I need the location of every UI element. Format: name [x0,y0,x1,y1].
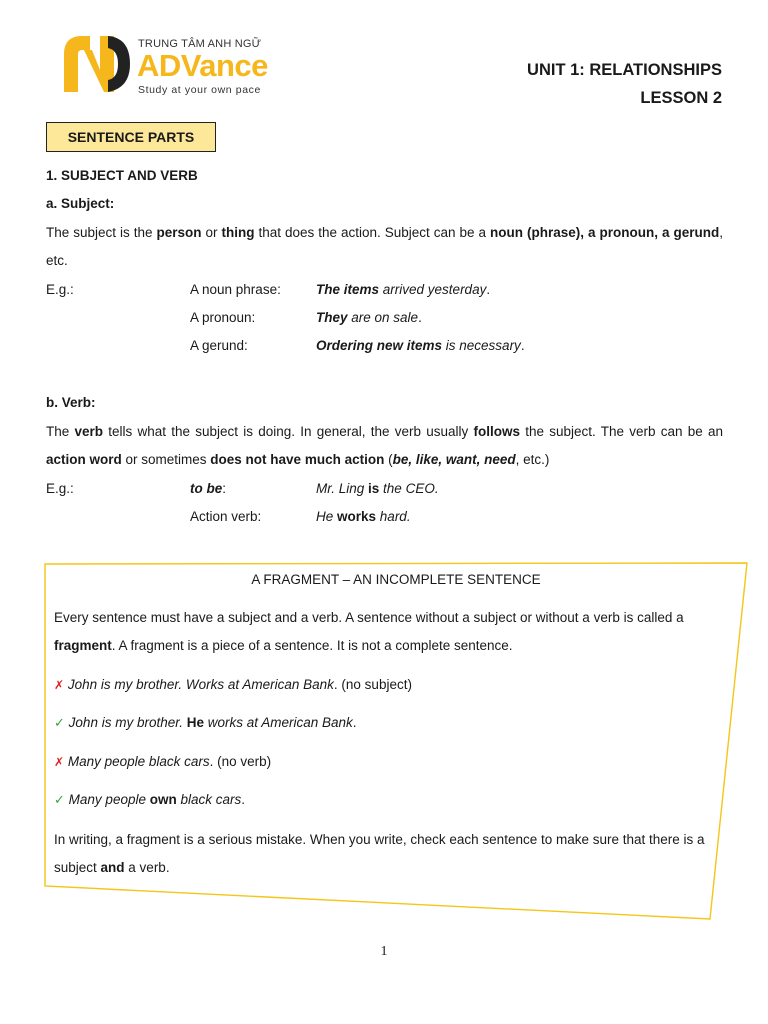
example-sentence: They are on sale. [316,310,422,325]
example-label: A gerund: [190,338,248,353]
cross-icon: ✗ [54,755,65,769]
check-icon: ✓ [54,715,65,730]
example-label: A pronoun: [190,310,256,325]
unit-title: UNIT 1: RELATIONSHIPS [527,61,722,79]
cross-icon: ✗ [54,678,65,692]
page-number: 1 [380,944,388,959]
verb-intro-line2: action word or sometimes does not have much action (be, like, want, need, etc.) [46,452,550,467]
example-sentence: The items arrived yesterday. [316,282,491,297]
example-label: to be: [190,481,227,496]
verb-intro-line1: The verb tells what the subject is doing. In general, the verb usually follows the subject. The verb can be an [46,424,723,439]
advance-logo-icon [60,30,140,100]
fragment-para1-line2: fragment. A fragment is a piece of a sentence. It is not a complete sentence. [54,638,513,653]
fragment-para2-line1: In writing, a fragment is a serious mistake. When you write, check each sentence to make sure that there is a [54,832,705,847]
subject-intro-cont: etc. [46,253,68,268]
fragment-example: ✗ John is my brother. Works at American Bank. (no subject) [54,677,412,692]
example-sentence: He works hard. [316,509,411,524]
fragment-example: ✓ Many people own black cars. [54,792,246,807]
verb-eg-label: E.g.: [46,481,74,496]
part1-heading: 1. SUBJECT AND VERB [46,168,198,183]
logo-small-text: TRUNG TÂM ANH NGỮ [138,38,262,50]
fragment-example: ✓ John is my brother. He works at American Bank. [54,715,357,730]
example-label: Action verb: [190,509,262,524]
fragment-para2-line2: subject and a verb. [54,860,170,875]
verb-heading: b. Verb: [46,395,96,410]
lesson-title: LESSON 2 [640,89,722,107]
logo-tagline: Study at your own pace [138,84,261,96]
fragment-para1-line1: Every sentence must have a subject and a verb. A sentence without a subject or without a verb is called a [54,610,684,625]
subject-eg-label: E.g.: [46,282,74,297]
fragment-box-title: A FRAGMENT – AN INCOMPLETE SENTENCE [251,572,541,587]
logo-brand: ADVance [137,48,268,83]
example-sentence: Ordering new items is necessary. [316,338,525,353]
subject-intro: The subject is the person or thing that does the action. Subject can be a noun (phrase), a pronoun, a gerund, [46,225,723,240]
check-icon: ✓ [54,792,65,807]
fragment-example: ✗ Many people black cars. (no verb) [54,754,272,769]
example-label: A noun phrase: [190,282,281,297]
section-title: SENTENCE PARTS [46,122,216,152]
example-sentence: Mr. Ling is the CEO. [316,481,439,496]
subject-heading: a. Subject: [46,196,115,211]
